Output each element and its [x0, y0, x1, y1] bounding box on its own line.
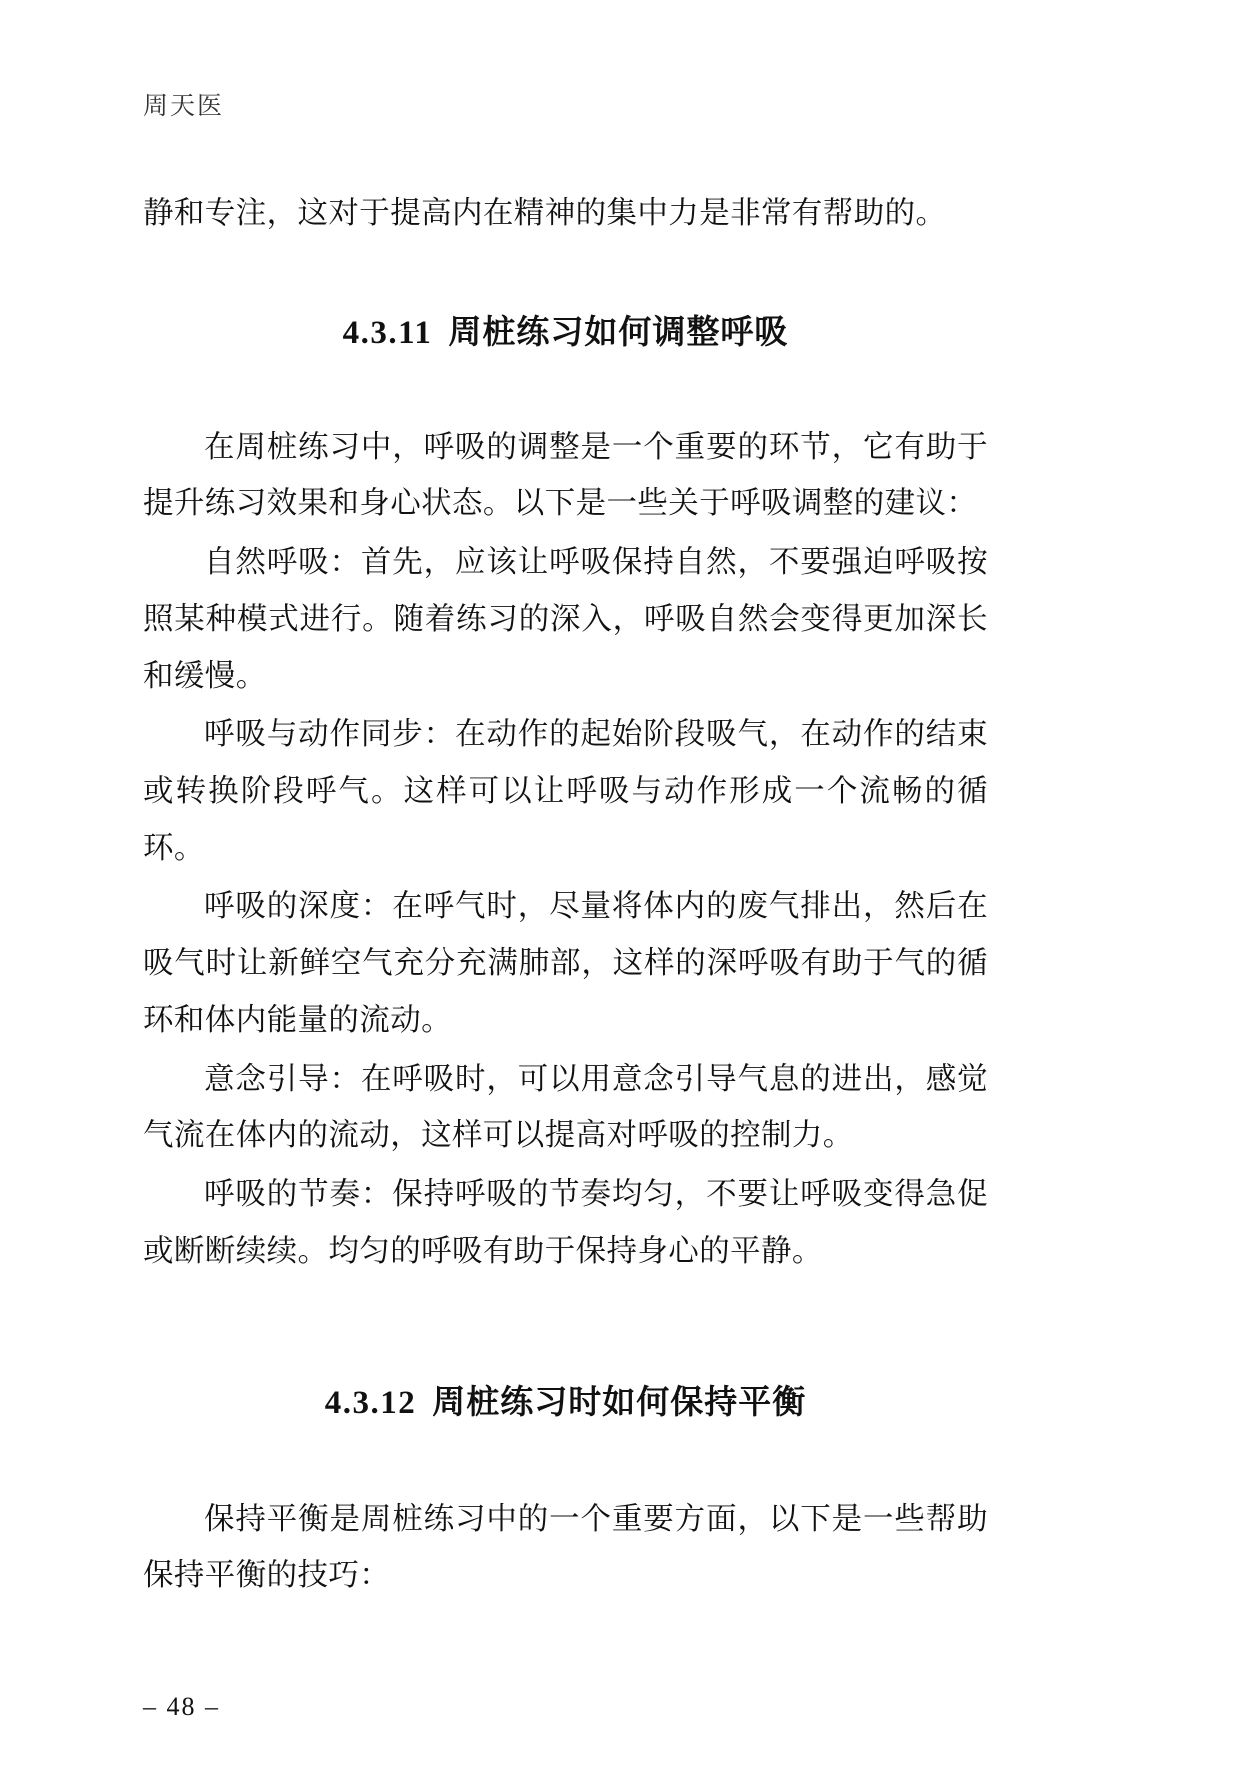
continued-paragraph: 静和专注，这对于提高内在精神的集中力是非常有帮助的。 [143, 196, 947, 230]
section-number: 4.3.11 [342, 314, 433, 351]
spacer [143, 353, 988, 419]
spacer [143, 1423, 988, 1491]
paragraph: 呼吸与动作同步：在动作的起始阶段吸气，在动作的结束或转换阶段呼气。这样可以让呼吸与动作形成一个流畅的循环。 [143, 717, 988, 865]
page-number: – 48 – [143, 1692, 220, 1721]
spacer [143, 244, 988, 306]
paragraph: 保持平衡是周桩练习中的一个重要方面，以下是一些帮助保持平衡的技巧： [143, 1501, 988, 1593]
paragraph: 在周桩练习中，呼吸的调整是一个重要的环节，它有助于提升练习效果和身心状态。以下是一些关于呼吸调整的建议： [143, 429, 988, 521]
section-title: 周桩练习时如何保持平衡 [432, 1384, 807, 1421]
paragraph: 自然呼吸：首先，应该让呼吸保持自然，不要强迫呼吸按照某种模式进行。随着练习的深入，呼吸自然会变得更加深长和缓慢。 [143, 545, 988, 693]
section-number: 4.3.12 [324, 1384, 417, 1421]
paragraph: 意念引导：在呼吸时，可以用意念引导气息的进出，感觉气流在体内的流动，这样可以提高对呼吸的控制力。 [143, 1061, 988, 1153]
spacer [143, 1282, 988, 1376]
running-head: 周天医 [143, 92, 225, 120]
page-content [143, 185, 988, 1606]
paragraph: 呼吸的节奏：保持呼吸的节奏均匀，不要让呼吸变得急促或断断续续。均匀的呼吸有助于保持身心的平静。 [143, 1177, 988, 1268]
section-heading-4-3-12 [143, 1376, 988, 1423]
paragraph: 呼吸的深度：在呼气时，尽量将体内的废气排出，然后在吸气时让新鲜空气充分充满肺部，这样的深呼吸有助于气的循环和体内能量的流动。 [143, 889, 988, 1037]
section-heading-4-3-11 [143, 306, 988, 353]
section-title: 周桩练习如何调整呼吸 [448, 314, 789, 351]
